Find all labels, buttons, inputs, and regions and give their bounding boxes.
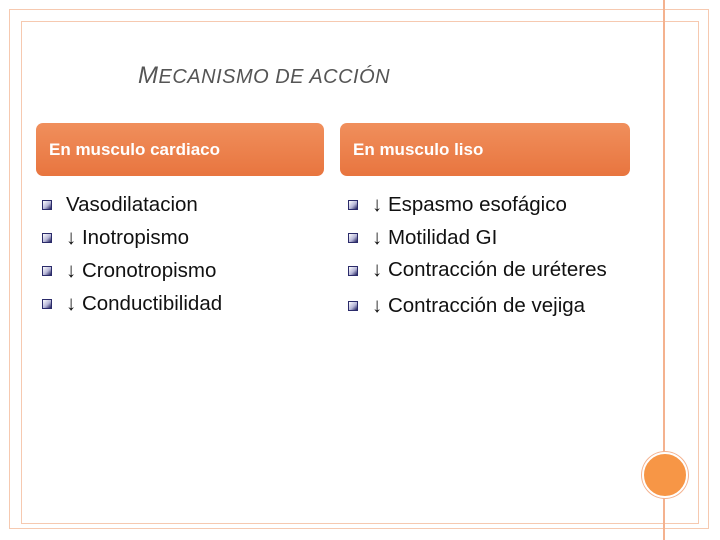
column-header-cardiac: En musculo cardiaco <box>36 123 324 176</box>
list-item <box>42 287 322 320</box>
slide-title-initial: M <box>138 62 159 89</box>
list-item <box>348 289 638 322</box>
square-bullet-icon <box>348 233 358 243</box>
list-item-text: Vasodilatacion <box>66 193 198 216</box>
list-item <box>348 221 638 254</box>
slide-title-rest: ECANISMO DE ACCIÓN <box>158 66 391 88</box>
list-item <box>348 188 638 221</box>
square-bullet-icon <box>42 200 52 210</box>
slide-title <box>138 62 390 90</box>
decorative-vertical-line-top <box>663 0 665 452</box>
square-bullet-icon <box>348 266 358 276</box>
column-header-smooth: En musculo liso <box>340 123 630 176</box>
list-item <box>42 221 322 254</box>
orange-circle-icon <box>642 452 688 498</box>
list-item-text: ↓ Conductibilidad <box>66 292 223 315</box>
list-item-text: ↓ Espasmo esofágico <box>372 193 567 216</box>
square-bullet-icon <box>348 301 358 311</box>
square-bullet-icon <box>42 233 52 243</box>
list-item-text: ↓ Contracción de vejiga <box>372 294 586 317</box>
decorative-vertical-line-bottom <box>663 492 665 540</box>
list-smooth-muscle-effects <box>348 188 638 322</box>
list-item-text: ↓ Inotropismo <box>66 226 190 249</box>
list-item <box>348 254 638 289</box>
square-bullet-icon <box>42 266 52 276</box>
list-item-text: ↓ Cronotropismo <box>66 259 217 282</box>
square-bullet-icon <box>42 299 52 309</box>
list-cardiac-effects <box>42 188 322 320</box>
list-item <box>42 188 322 221</box>
square-bullet-icon <box>348 200 358 210</box>
list-item-text: ↓ Contracción de uréteres <box>372 258 607 281</box>
list-item-text: ↓ Motilidad GI <box>372 226 498 249</box>
list-item <box>42 254 322 287</box>
